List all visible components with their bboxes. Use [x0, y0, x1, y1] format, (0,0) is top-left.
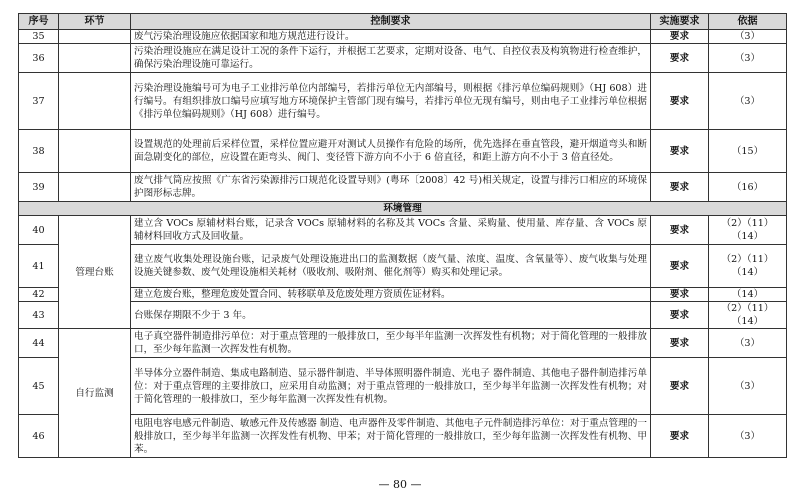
row-requirement: 废气排气筒应按照《广东省污染源排污口规范化设置导则》(粤环〔2008〕42 号)相关规定，设置与排污口相应的环境保护图形标志牌。: [131, 173, 651, 202]
row-implementation: 要求: [651, 329, 709, 358]
row-requirement: 建立危废台账，整理危废处置合同、转移联单及危废处理方资质佐证材料。: [131, 288, 651, 302]
table-header-row: [19, 14, 787, 30]
table-row: [19, 415, 787, 458]
row-implementation: 要求: [651, 73, 709, 130]
table-row: [19, 358, 787, 415]
row-no: 42: [19, 288, 59, 302]
row-implementation: 要求: [651, 173, 709, 202]
section-title: 环境管理: [19, 202, 787, 216]
row-requirement: 污染治理设施编号可为电子工业排污单位内部编号，若排污单位无内部编号，则根据《排污单位编码规则》（HJ 608）进行编号。有组织排放口编号应填写地方环境保护主管部门现有编号，若排污单位无现有编号，则由电子工业排污单位根据《排污单位编码规则》（HJ 608）进行编号。: [131, 73, 651, 130]
row-no: 40: [19, 216, 59, 245]
row-no: 46: [19, 415, 59, 458]
row-basis: （15）: [709, 130, 787, 173]
row-implementation: 要求: [651, 245, 709, 288]
row-implementation: 要求: [651, 30, 709, 44]
row-basis: （3）: [709, 44, 787, 73]
monitoring-category: 自行监测: [59, 329, 131, 458]
section-row: [19, 202, 787, 216]
row-implementation: 要求: [651, 216, 709, 245]
row-requirement: 电子真空器件制造排污单位：对于重点管理的一般排放口，至少每半年监测一次挥发性有机物；对于简化管理的一般排放口，至少每年监测一次挥发性有机物。: [131, 329, 651, 358]
row-implementation: 要求: [651, 358, 709, 415]
row-implementation: 要求: [651, 130, 709, 173]
table-row: [19, 245, 787, 288]
row-no: 43: [19, 302, 59, 329]
ledger-category: 管理台账: [59, 216, 131, 329]
row-implementation: 要求: [651, 302, 709, 329]
row-no: 39: [19, 173, 59, 202]
row-basis: （2）（11）（14）: [709, 245, 787, 288]
header-basis: 依据: [709, 14, 787, 30]
row-no: 41: [19, 245, 59, 288]
row-basis: （3）: [709, 329, 787, 358]
row-basis: （3）: [709, 30, 787, 44]
row-no: 35: [19, 30, 59, 44]
row-basis: （3）: [709, 358, 787, 415]
header-requirement: 控制要求: [131, 14, 651, 30]
header-implementation: 实施要求: [651, 14, 709, 30]
row-basis: （16）: [709, 173, 787, 202]
row-no: 45: [19, 358, 59, 415]
row-basis: （3）: [709, 73, 787, 130]
row-requirement: 废气污染治理设施应依据国家和地方规范进行设计。: [131, 30, 651, 44]
row-category: [59, 130, 131, 173]
header-category: 环节: [59, 14, 131, 30]
page-number: — 80 —: [378, 478, 422, 491]
table-row: [19, 173, 787, 202]
table-row: [19, 130, 787, 173]
header-no: 序号: [19, 14, 59, 30]
table-row: [19, 302, 787, 329]
row-basis: （14）: [709, 288, 787, 302]
row-requirement: 建立废气收集处理设施台账，记录废气处理设施进出口的监测数据（废气量、浓度、温度、含氧量等）、废气收集与处理设施关键参数、废气处理设施相关耗材（吸收剂、吸附剂、催化剂等）购买和处理记录。: [131, 245, 651, 288]
row-no: 37: [19, 73, 59, 130]
row-implementation: 要求: [651, 44, 709, 73]
row-category: [59, 30, 131, 44]
row-implementation: 要求: [651, 288, 709, 302]
requirements-table: [18, 13, 787, 458]
row-basis: （2）（11）（14）: [709, 216, 787, 245]
row-requirement: 建立含 VOCs 原辅材料台账，记录含 VOCs 原辅材料的名称及其 VOCs 含量、采购量、使用量、库存量、含 VOCs 原辅材料回收方式及回收量。: [131, 216, 651, 245]
row-no: 44: [19, 329, 59, 358]
row-implementation: 要求: [651, 415, 709, 458]
row-requirement: 设置规范的处理前后采样位置，采样位置应避开对测试人员操作有危险的场所，优先选择在垂直管段，避开烟道弯头和断面急剧变化的部位，应设置在距弯头、阀门、变径管下游方向不小于 6 倍直径，和距上游方向不小于 3 倍直径处。: [131, 130, 651, 173]
row-requirement: 污染治理设施应在满足设计工况的条件下运行，并根据工艺要求，定期对设备、电气、自控仪表及构筑物进行检查维护，确保污染治理设施可靠运行。: [131, 44, 651, 73]
table-row: [19, 288, 787, 302]
table-row: [19, 329, 787, 358]
table-row: [19, 44, 787, 73]
row-category: [59, 44, 131, 73]
table-row: [19, 30, 787, 44]
row-category: [59, 173, 131, 202]
row-category: [59, 73, 131, 130]
row-basis: （2）（11）（14）: [709, 302, 787, 329]
table-row: [19, 73, 787, 130]
row-requirement: 台账保存期限不少于 3 年。: [131, 302, 651, 329]
row-no: 38: [19, 130, 59, 173]
row-requirement: 电阻电容电感元件制造、敏感元件及传感器 制造、电声器件及零件制造、其他电子元件制造排污单位：对于重点管理的一般排放口，至少每半年监测一次挥发性有机物、甲苯；对于简化管理的一般排放口，至少每年监测一次挥发性有机物、甲苯。: [131, 415, 651, 458]
table-row: [19, 216, 787, 245]
row-requirement: 半导体分立器件制造、集成电路制造、显示器件制造、半导体照明器件制造、光电子 器件制造、其他电子器件制造排污单位：对于重点管理的主要排放口，应采用自动监测；对于重点管理的一般排放口，至少每半年监测一次挥发性有机物；对于简化管理的一般排放口，至少每年监测一次挥发性有机物。: [131, 358, 651, 415]
row-no: 36: [19, 44, 59, 73]
row-basis: （3）: [709, 415, 787, 458]
